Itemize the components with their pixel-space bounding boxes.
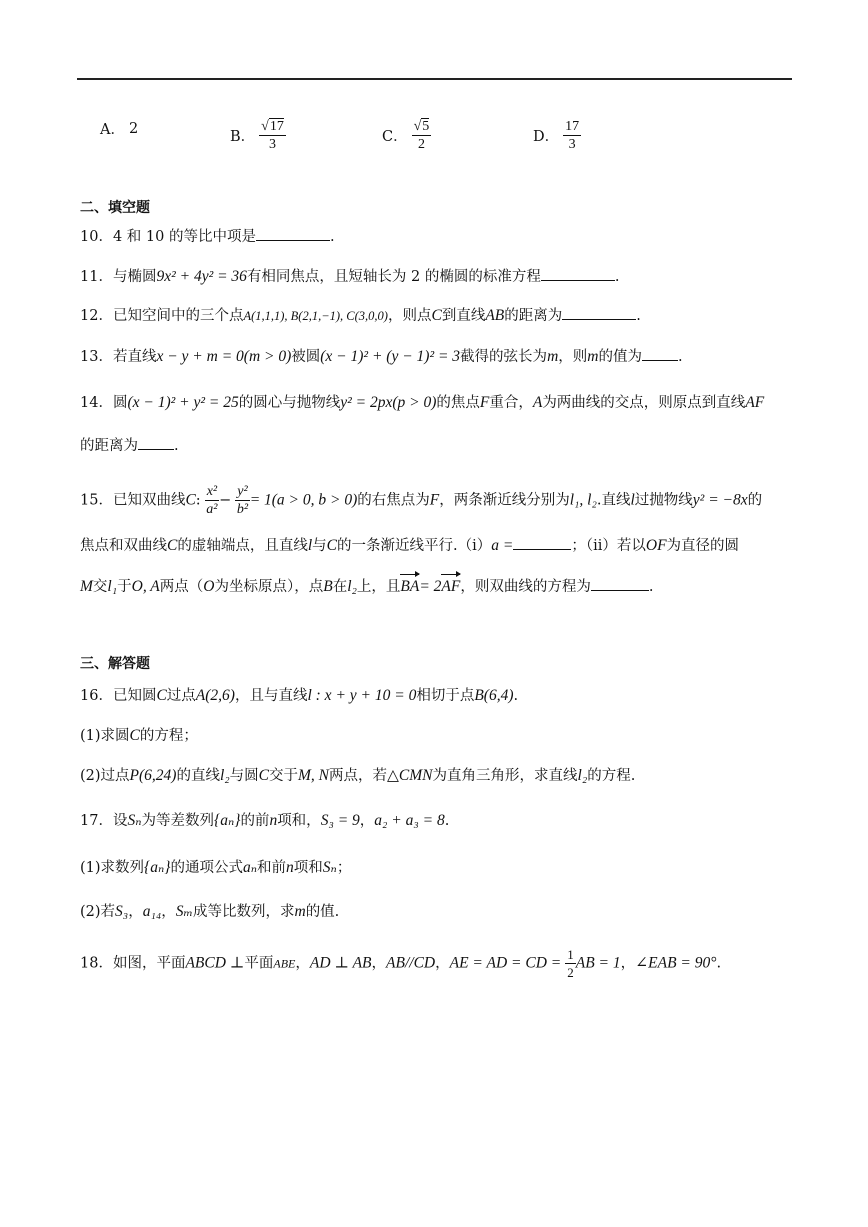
- math-text: A: [532, 394, 543, 411]
- math-text: l : x + y + 10 = 0: [307, 687, 417, 704]
- math-text: C: [431, 307, 442, 324]
- vector-af: AF: [441, 578, 461, 595]
- math-text: Sₙ: [127, 812, 142, 829]
- answer-blank[interactable]: [256, 226, 330, 241]
- math-text: B: [323, 578, 333, 595]
- header-rule: [77, 78, 792, 80]
- question-text: (1)求数列: [80, 860, 145, 876]
- math-text: C: [156, 687, 167, 704]
- math-text: AB//CD: [386, 954, 436, 972]
- math-text: (x − 1)² + (y − 1)² = 3: [320, 348, 461, 365]
- math-text: a₁₄: [142, 903, 162, 920]
- question-text: 焦点和双曲线: [80, 538, 167, 554]
- math-text: y² = 2px(p > 0): [340, 394, 437, 411]
- math-text: x − y + m = 0(m > 0): [156, 348, 292, 365]
- question-text: 项和，: [277, 813, 321, 829]
- question-16-part-1: [80, 726, 198, 746]
- question-text: 14．圆: [80, 395, 128, 411]
- question-text: −: [219, 492, 232, 509]
- question-text: .: [648, 579, 654, 595]
- question-text: 相切于点: [416, 688, 475, 704]
- math-text: M: [80, 578, 93, 595]
- question-15-line-2: [80, 535, 739, 556]
- question-text: ，: [359, 813, 375, 829]
- question-text: 与: [312, 538, 327, 554]
- question-text: 的右焦点为: [357, 492, 430, 509]
- section-heading-fill-blank: 二、填空题: [80, 200, 150, 216]
- math-text: P(6,24): [129, 767, 177, 784]
- math-text: m: [587, 348, 599, 365]
- choice-c-letter: C．: [382, 129, 408, 145]
- question-text: 为直径的圆: [666, 538, 740, 554]
- question-text: 的直线: [176, 768, 220, 784]
- math-text: ∠EAB = 90°: [635, 954, 717, 972]
- question-text: 10．4 和 10 的等比中项是: [80, 229, 256, 245]
- math-text: AE = AD = CD =: [449, 954, 562, 972]
- question-text: (2)若: [80, 904, 116, 920]
- question-12: [80, 305, 641, 326]
- choice-a-value: 2: [128, 120, 139, 137]
- question-text: 12．已知空间中的三个点: [80, 308, 244, 324]
- math-text: = 2: [419, 578, 442, 595]
- question-text: ，: [295, 955, 310, 972]
- choice-b[interactable]: [230, 118, 286, 153]
- question-text: 的圆心与抛物线: [238, 395, 341, 411]
- question-text: 到直线: [441, 308, 486, 324]
- question-text: 11．与椭圆: [80, 269, 157, 285]
- question-text: 为坐标原点），点: [214, 579, 324, 595]
- question-text: 平面: [244, 955, 274, 972]
- answer-blank[interactable]: [591, 576, 649, 591]
- question-text: ，两条渐近线分别为: [439, 492, 570, 509]
- question-text: .: [444, 813, 450, 829]
- choice-b-den: 3: [269, 137, 276, 152]
- math-text: l: [630, 491, 635, 509]
- question-text: 17．设: [80, 813, 128, 829]
- question-text: 和前: [257, 860, 287, 876]
- answer-blank[interactable]: [562, 305, 636, 320]
- question-text: 过抛物线: [634, 492, 693, 509]
- question-text: 上，且: [356, 579, 401, 595]
- question-text: .: [513, 688, 519, 704]
- choice-a-letter: A．: [100, 122, 125, 138]
- math-text: A(2,6): [195, 687, 235, 704]
- question-17-part-1: [80, 858, 351, 878]
- math-text: Sₙ: [322, 859, 337, 876]
- question-16-part-2: [80, 766, 635, 786]
- question-text: 成等比数列，求: [192, 904, 295, 920]
- math-text: aₙ: [242, 859, 258, 876]
- math-text: C: [326, 537, 337, 554]
- math-text: 9x² + 4y² = 36: [156, 268, 247, 285]
- question-text: 为等差数列: [141, 813, 214, 829]
- math-text: (x − 1)² + y² = 25: [127, 394, 239, 411]
- question-text: 与圆: [229, 768, 259, 784]
- question-15-line-3: [80, 576, 653, 597]
- question-text: 的方程.: [587, 768, 636, 784]
- question-text: $\frac{1}{2}$: [567, 947, 574, 980]
- question-text: 两点，若: [329, 768, 388, 784]
- question-text: ，: [128, 904, 143, 920]
- question-text: (2)过点: [80, 768, 130, 784]
- math-text: B(6,4): [474, 687, 514, 704]
- math-text: $\frac{\text{x²}}{\text{a²}}$: [206, 484, 218, 517]
- choice-d-fraction: [563, 118, 581, 153]
- question-text: 的: [747, 492, 763, 509]
- choice-c-den: 2: [417, 137, 425, 152]
- question-14-line-2: [80, 435, 179, 456]
- math-text: ABE: [273, 956, 296, 971]
- question-text: ，则: [558, 349, 588, 365]
- question-text: 两点（: [159, 579, 204, 595]
- math-text: AB = 1: [575, 954, 621, 972]
- choice-d-letter: D．: [533, 129, 560, 145]
- math-text: F: [479, 394, 490, 411]
- question-text: 在: [332, 579, 348, 595]
- question-text: ，且与直线: [234, 688, 308, 704]
- question-text: 的一条渐近线平行.（i）: [337, 538, 492, 554]
- question-text: .: [716, 955, 722, 972]
- math-text: l₂: [347, 578, 357, 595]
- question-text: 的距离为: [80, 438, 138, 454]
- question-text: 18．如图，平面: [80, 955, 186, 972]
- question-text: 的方程；: [139, 728, 198, 744]
- math-text: l₂: [219, 767, 230, 784]
- math-text: S₃: [115, 903, 129, 920]
- question-13: [80, 346, 683, 367]
- math-text: M, N: [298, 767, 330, 784]
- math-text: O, A: [131, 578, 160, 595]
- question-text: ，: [161, 904, 176, 920]
- question-text: 于: [117, 579, 132, 595]
- question-text: 为直角三角形，求直线: [432, 768, 578, 784]
- choice-d-den: 3: [568, 137, 576, 152]
- choice-c-radicand: 5: [422, 119, 430, 134]
- question-17-part-2: [80, 902, 339, 922]
- section-heading-answer: 三、解答题: [80, 656, 150, 672]
- question-text: 项和: [293, 860, 323, 876]
- question-text: ，则点: [387, 308, 432, 324]
- choice-d-num: 17: [565, 119, 580, 134]
- question-text: 截得的弦长为: [460, 349, 548, 365]
- question-text: ，: [435, 955, 450, 972]
- math-text: O: [203, 578, 215, 595]
- choice-a[interactable]: [100, 118, 138, 139]
- question-17: [80, 811, 449, 831]
- question-text: 15．已知双曲线: [80, 492, 186, 509]
- question-text: 交于: [269, 768, 299, 784]
- question-text: 被圆: [291, 349, 321, 365]
- math-text: AD ⊥ AB: [309, 954, 372, 972]
- math-text: m: [547, 348, 559, 365]
- math-text: S₃ = 9: [320, 812, 360, 829]
- math-text: A(1,1,1), B(2,1,−1), C(3,0,0): [243, 309, 388, 323]
- choice-b-radicand: 17: [269, 119, 284, 134]
- answer-blank[interactable]: [138, 435, 174, 450]
- math-text: l: [307, 537, 313, 554]
- choice-c[interactable]: [382, 118, 431, 153]
- math-text: $\frac{\text{y²}}{\text{b²}}$: [236, 484, 249, 517]
- question-text: ，: [620, 955, 636, 972]
- question-text: .: [677, 349, 683, 365]
- question-text: 交: [92, 579, 108, 595]
- question-11: [80, 266, 620, 287]
- math-text: = 1(a > 0, b > 0): [249, 491, 358, 509]
- question-text: 的距离为: [504, 308, 563, 324]
- math-text: AB: [485, 307, 505, 324]
- question-10: [80, 226, 335, 247]
- choice-b-fraction: $\frac{√17}{3}$: [261, 119, 284, 152]
- math-text: {aₙ}: [214, 812, 241, 829]
- question-14-line-1: [80, 393, 764, 413]
- math-text: n: [269, 812, 278, 829]
- math-text: C: [185, 491, 196, 509]
- choice-b-letter: B．: [230, 129, 256, 145]
- math-text: AF: [745, 394, 765, 411]
- math-text: a₂ + a₃ = 8: [374, 812, 445, 829]
- math-text: {aₙ}: [144, 859, 171, 876]
- question-text: 的虚轴端点，且直线: [177, 538, 308, 554]
- answer-blank[interactable]: [513, 535, 571, 550]
- question-text: 的焦点: [436, 395, 480, 411]
- question-text: 重合，: [489, 395, 533, 411]
- question-text: 过点: [166, 688, 196, 704]
- math-text: OF: [645, 537, 667, 554]
- question-text: (1)求圆: [80, 728, 130, 744]
- question-text: ；: [336, 860, 352, 876]
- question-16: [80, 686, 518, 706]
- math-text: Sₘ: [175, 903, 193, 920]
- math-text: △CMN: [387, 767, 433, 784]
- math-text: ABCD ⊥: [185, 954, 245, 972]
- question-text: 有相同焦点，且短轴长为 2 的椭圆的标准方程: [246, 269, 541, 285]
- choice-c-fraction: $\frac{√5}{2}$: [413, 119, 430, 152]
- question-text: 的值.: [305, 904, 340, 920]
- answer-blank[interactable]: [541, 266, 615, 281]
- question-text: 为两曲线的交点，则原点到直线: [542, 395, 746, 411]
- question-text: .: [636, 308, 641, 324]
- question-text: .: [329, 229, 335, 245]
- math-text: l₂: [577, 767, 588, 784]
- math-text: m: [294, 903, 306, 920]
- question-text: ，: [371, 955, 387, 972]
- answer-blank[interactable]: [642, 346, 678, 361]
- question-text: .: [614, 269, 620, 285]
- question-text: :: [195, 492, 201, 509]
- question-text: .: [174, 438, 179, 454]
- choice-d[interactable]: [533, 118, 581, 153]
- math-text: l₁: [107, 578, 118, 595]
- question-text: .直线: [596, 492, 631, 509]
- math-text: C: [167, 537, 178, 554]
- question-text: 13．若直线: [80, 349, 157, 365]
- question-text: 的前: [240, 813, 270, 829]
- question-text: ；（ii）若以: [571, 538, 646, 554]
- math-text: n: [286, 859, 294, 876]
- math-text: F: [429, 491, 440, 509]
- question-15-line-1: [80, 483, 762, 518]
- vector-ba: BA: [400, 578, 420, 595]
- math-text: a =: [491, 537, 514, 554]
- math-text: l₁, l₂: [569, 491, 597, 509]
- question-text: 的通项公式: [170, 860, 243, 876]
- question-text: 的值为: [598, 349, 642, 365]
- question-text: 16．已知圆: [80, 688, 157, 704]
- math-text: y² = −8x: [692, 491, 748, 509]
- question-text: ，则双曲线的方程为: [460, 579, 591, 595]
- math-text: C: [129, 727, 140, 744]
- math-text: C: [258, 767, 270, 784]
- question-18: [80, 946, 721, 981]
